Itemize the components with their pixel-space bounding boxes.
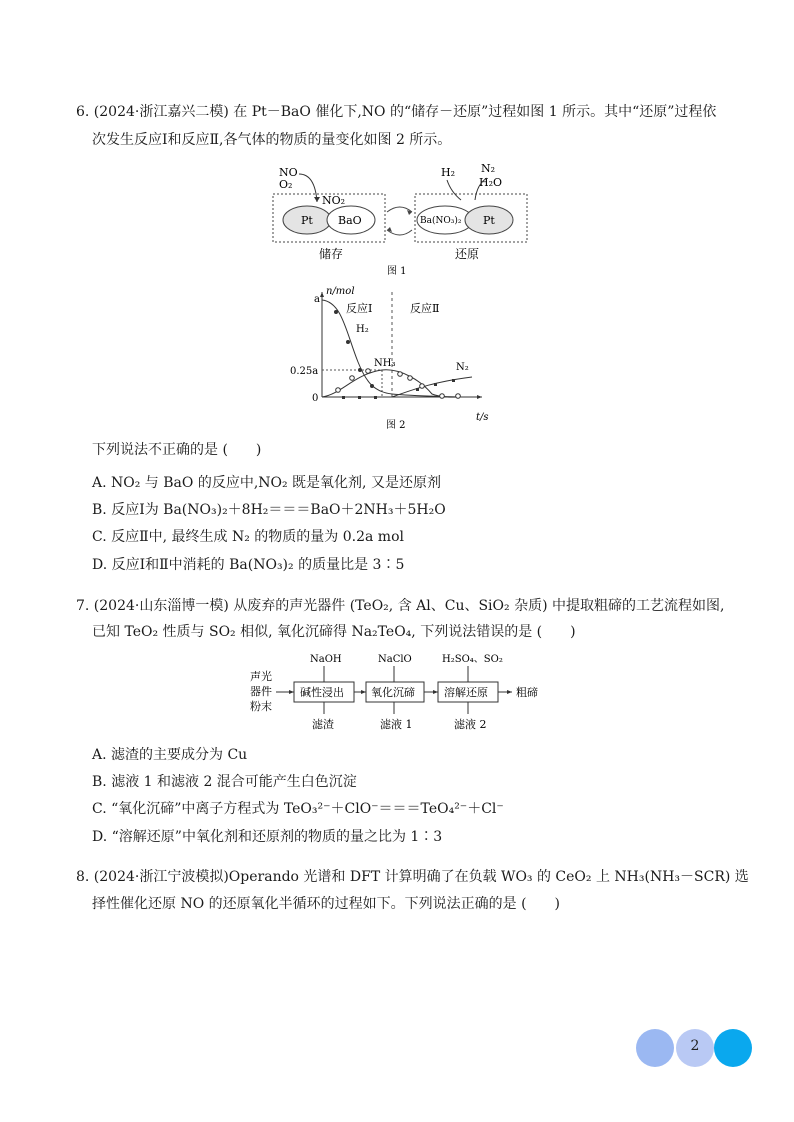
flow-step-2: 氧化沉碲 — [371, 686, 415, 699]
fig2-h2: H₂ — [356, 324, 369, 335]
fig1-no: NO — [279, 166, 298, 179]
fig2-r1: 反应Ⅰ — [346, 302, 373, 315]
q7-option-c: C. “氧化沉碲”中离子方程式为 TeO₃²⁻＋ClO⁻＝＝＝TeO₄²⁻＋Cl⁻ — [92, 801, 504, 817]
fig1-bano3: Ba(NO₃)₂ — [420, 216, 462, 226]
fig2-caption: 图 2 — [386, 420, 406, 431]
flow-reagent-3: H₂SO₄、SO₂ — [442, 654, 503, 665]
page-number: 2 — [690, 1038, 700, 1054]
flow-reagent-2: NaClO — [378, 654, 412, 665]
fig1-label-store: 储存 — [319, 247, 344, 261]
fig1-n2: N₂ — [481, 162, 496, 175]
fig2-nh3: NH₃ — [374, 358, 396, 369]
flow-start-3: 粉末 — [250, 700, 272, 713]
flow-start-2: 器件 — [250, 685, 272, 698]
flow-product: 粗碲 — [516, 686, 538, 699]
flow-out-3: 滤液 2 — [454, 718, 487, 731]
fig1-caption: 图 1 — [387, 266, 407, 277]
fig1-o2: O₂ — [279, 178, 293, 191]
fig2-y-a: a — [314, 294, 320, 305]
fig2-y-0: 0 — [312, 393, 319, 404]
fig2-n2: N₂ — [456, 362, 469, 373]
fig1-pt-right: Pt — [483, 214, 495, 227]
q6-stem: 下列说法不正确的是 ( ) — [92, 442, 262, 458]
figure-1 — [265, 160, 535, 280]
q6-line2: 次发生反应Ⅰ和反应Ⅱ,各气体的物质的量变化如图 2 所示。 — [92, 132, 452, 148]
q6-line1: 6. (2024·浙江嘉兴二模) 在 Pt－BaO 催化下,NO 的“储存－还原”过程如图 1 所示。其中“还原”过程依 — [76, 104, 717, 120]
badge-circle-left — [636, 1029, 674, 1067]
fig1-label-reduce: 还原 — [455, 247, 480, 261]
q7-option-d: D. “溶解还原”中氧化剂和还原剂的物质的量之比为 1∶3 — [92, 829, 443, 845]
badge-circle-right — [714, 1029, 752, 1067]
q7-option-b: B. 滤液 1 和滤液 2 混合可能产生白色沉淀 — [92, 774, 357, 790]
q6-option-b: B. 反应Ⅰ为 Ba(NO₃)₂＋8H₂＝＝＝BaO＋2NH₃＋5H₂O — [92, 502, 446, 518]
fig1-no2: NO₂ — [322, 194, 346, 207]
q8-line1: 8. (2024·浙江宁波模拟)Operando 光谱和 DFT 计算明确了在负载 WO₃ 的 CeO₂ 上 NH₃(NH₃－SCR) 选 — [76, 869, 749, 885]
fig1-h2o: H₂O — [479, 176, 503, 189]
fig2-ylabel: n/mol — [326, 286, 355, 297]
fig2-y-025a: 0.25a — [290, 366, 319, 377]
flow-reagent-1: NaOH — [310, 654, 342, 665]
fig1-h2: H₂ — [441, 166, 456, 179]
flow-step-1: 碱性浸出 — [300, 686, 344, 699]
figure-2 — [282, 282, 502, 432]
q7-line2: 已知 TeO₂ 性质与 SO₂ 相似, 氧化沉碲得 Na₂TeO₄, 下列说法错误的是 ( ) — [92, 624, 576, 640]
fig1-pt-left: Pt — [301, 214, 313, 227]
page-number-badge — [636, 1028, 754, 1068]
q8-line2: 择性催化还原 NO 的还原氧化半循环的过程如下。下列说法正确的是 ( ) — [92, 896, 561, 912]
process-flow-diagram — [248, 650, 554, 732]
q6-option-c: C. 反应Ⅱ中, 最终生成 N₂ 的物质的量为 0.2a mol — [92, 529, 404, 545]
flow-start-1: 声光 — [250, 670, 272, 683]
q7-line1: 7. (2024·山东淄博一模) 从废弃的声光器件 (TeO₂, 含 Al、Cu、SiO₂ 杂质) 中提取粗碲的工艺流程如图, — [76, 598, 725, 614]
q6-option-d: D. 反应Ⅰ和Ⅱ中消耗的 Ba(NO₃)₂ 的质量比是 3∶5 — [92, 557, 405, 573]
flow-out-1: 滤渣 — [312, 718, 334, 731]
q7-option-a: A. 滤渣的主要成分为 Cu — [92, 747, 248, 763]
fig2-r2: 反应Ⅱ — [410, 302, 440, 315]
fig1-bao: BaO — [338, 214, 362, 227]
q6-option-a: A. NO₂ 与 BaO 的反应中,NO₂ 既是氧化剂, 又是还原剂 — [92, 475, 441, 491]
fig2-xlabel: t/s — [476, 412, 489, 423]
flow-out-2: 滤液 1 — [380, 718, 413, 731]
flow-step-3: 溶解还原 — [444, 686, 488, 699]
